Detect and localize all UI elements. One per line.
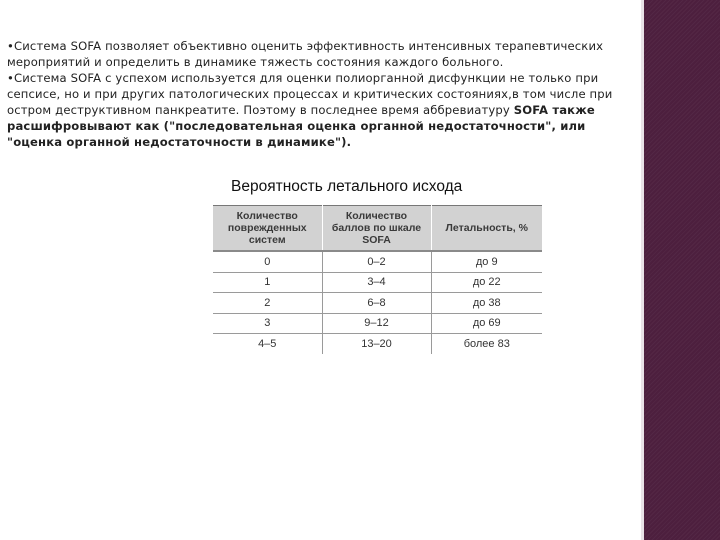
cell-score: 6–8 [322, 293, 431, 314]
paragraph-1-text: •Система SOFA позволяет объективно оценить эффективность интенсивных терапевтических мероприятий и определить в динамике тяжесть состояния каждого больного. [7, 39, 604, 69]
table-row [213, 251, 542, 272]
header-sofa-score: Количество баллов по шкале SOFA [322, 206, 431, 252]
table-row [213, 313, 542, 334]
cell-score: 9–12 [322, 313, 431, 334]
header-lethality: Летальность, % [431, 206, 542, 252]
table-header-row [213, 206, 542, 252]
cell-score: 13–20 [322, 334, 431, 354]
paragraph-2-text: •Система SOFA с успехом используется для оценки полиорганной дисфункции не только при сепсисе, но и при других патологических процессах и критических состояниях,в том числе при остром деструктивном панкреатите. Поэтому в последнее время аббревиатуру [7, 71, 613, 117]
cell-systems: 4–5 [213, 334, 322, 354]
cell-lethality: до 9 [431, 251, 542, 272]
paragraph-2-bold-text: также расшифровывают как ("последовательная оценка органной недостаточности", или "оценка органной недостаточности в динамике"). [7, 103, 595, 149]
cell-lethality: до 69 [431, 313, 542, 334]
table-row [213, 293, 542, 314]
cell-lethality: более 83 [463, 337, 510, 350]
cell-systems: 2 [213, 293, 322, 314]
body-text [7, 38, 640, 150]
cell-lethality: до 22 [431, 272, 542, 293]
paragraph-2 [7, 70, 640, 150]
table-row [213, 272, 542, 293]
paragraph-1 [7, 38, 640, 70]
decorative-sidebar [644, 0, 720, 540]
cell-systems: 0 [213, 251, 322, 272]
table-caption: Вероятность летального исхода [231, 178, 463, 195]
cell-systems: 3 [213, 313, 322, 334]
lethality-table [213, 205, 542, 354]
sofa-abbreviation: SOFA [513, 103, 549, 117]
cell-systems: 1 [213, 272, 322, 293]
cell-lethality: до 38 [431, 293, 542, 314]
cell-score: 3–4 [322, 272, 431, 293]
table-row [213, 334, 542, 354]
cell-score: 0–2 [322, 251, 431, 272]
header-systems: Количество поврежденных систем [213, 206, 322, 252]
